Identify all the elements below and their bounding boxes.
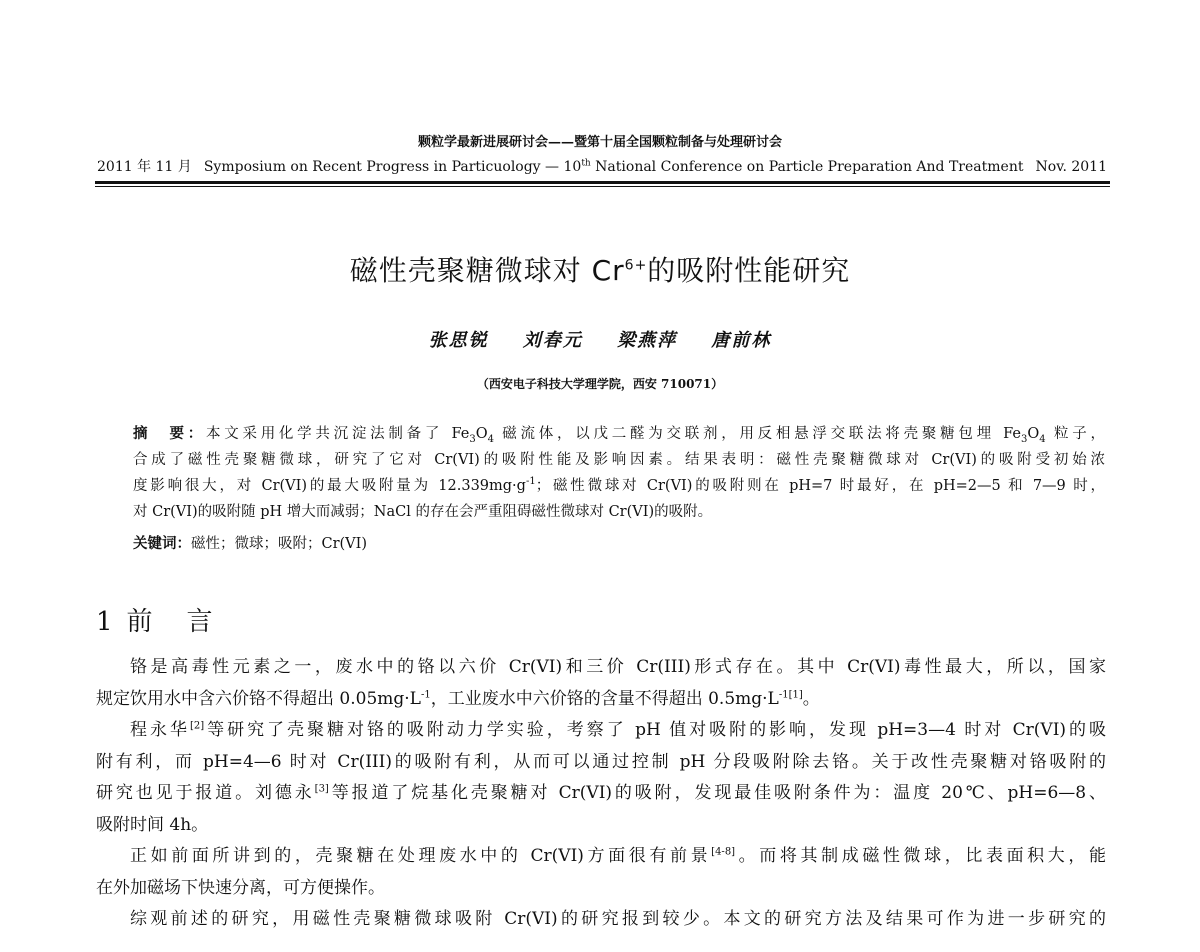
abstract-line: 度影响很大，对 Cr(VI)的最大吸附量为 12.339mg·g$^{-1}$；磁性微球对 Cr(VI)的吸附则在 pH=7 时最好，在 pH=2—5 和 7—9 时， (133, 476, 1105, 494)
paragraph-line: 附有利，而 pH=4—6 时对 Cr(III)的吸附有利，从而可以通过控制 pH 分段吸附除去铬。关于改性壳聚糖对铬吸附的 (96, 751, 1106, 772)
keywords-label: 关键词： (133, 536, 191, 552)
author: 梁燕萍 (617, 330, 678, 351)
abstract-line: 合成了磁性壳聚糖微球，研究了它对 Cr(VI)的吸附性能及影响因素。结果表明：磁性壳聚糖微球对 Cr(VI)的吸附受初始浓 (133, 452, 1105, 468)
author-list (0, 326, 1200, 352)
header-conference-en: Symposium on Recent Progress in Particuology — 10th National Conference on Particle Preparation And Treatment (203, 158, 1024, 175)
section-heading: 1 前 言 (96, 607, 217, 637)
paragraph-line: 综观前述的研究，用磁性壳聚糖微球吸附 Cr(VI)的研究报到较少。本文的研究方法及结果可作为进一步研究的 (130, 909, 1106, 929)
author: 刘春元 (522, 330, 583, 351)
abstract-line: 摘 要：本文采用化学共沉淀法制备了 $Fe_3O_4$ 磁流体，以戊二醛为交联剂，用反相悬浮交联法将壳聚糖包埋 $Fe_3O_4$ 粒子， (133, 426, 1105, 445)
author: 张思锐 (428, 330, 489, 351)
keywords-text: 磁性；微球；吸附；Cr(VI) (191, 536, 368, 552)
paragraph-line: 程永华[2]等研究了壳聚糖对铬的吸附动力学实验，考察了 pH 值对吸附的影响，发现 pH=3—4 时对 Cr(VI)的吸 (130, 720, 1106, 740)
paragraph-line: 吸附时间 4h。 (96, 814, 209, 835)
header-date-en: Nov. 2011 (1035, 159, 1107, 175)
keywords (133, 532, 1105, 553)
header-line (97, 156, 1107, 176)
abstract (133, 421, 1105, 525)
header-conference-cn: 颗粒学最新进展研讨会——暨第十届全国颗粒制备与处理研讨会 (417, 135, 782, 150)
paper-title: 磁性壳聚糖微球对 $Cr^{6+}$的吸附性能研究 (349, 254, 851, 287)
paragraph-line: 正如前面所讲到的，壳聚糖在处理废水中的 Cr(VI)方面很有前景[4-8]。而将其制成磁性微球，比表面积大，能 (130, 846, 1106, 866)
paragraph-line: 规定饮用水中含六价铬不得超出 0.05mg·L$^{-1}$，工业废水中六价铬的含量不得超出 0.5mg·L$^{-1[1]}$。 (96, 688, 820, 709)
abstract-label: 摘 要： (133, 426, 206, 442)
paragraph-line: 在外加磁场下快速分离，可方便操作。 (96, 877, 385, 898)
paragraph-line: 研究也见于报道。刘德永[3]等报道了烷基化壳聚糖对 Cr(VI)的吸附，发现最佳吸附条件为：温度 20℃、pH=6—8、 (96, 783, 1106, 803)
header-rule-thin (95, 186, 1110, 187)
header-date-cn: 2011 年 11 月 (97, 159, 192, 175)
header-rule-thick (95, 181, 1110, 184)
body-text (96, 652, 1106, 936)
author: 唐前林 (711, 330, 772, 351)
abstract-line: 对 Cr(VI)的吸附随 pH 增大而减弱；NaCl 的存在会严重阻碍磁性微球对 Cr(VI)的吸附。 (133, 504, 713, 520)
paragraph-line: 铬是高毒性元素之一，废水中的铬以六价 Cr(VI)和三价 Cr(III)形式存在。其中 Cr(VI)毒性最大，所以，国家 (130, 657, 1106, 677)
affiliation: （西安电子科技大学理学院，西安 710071） (476, 377, 724, 391)
